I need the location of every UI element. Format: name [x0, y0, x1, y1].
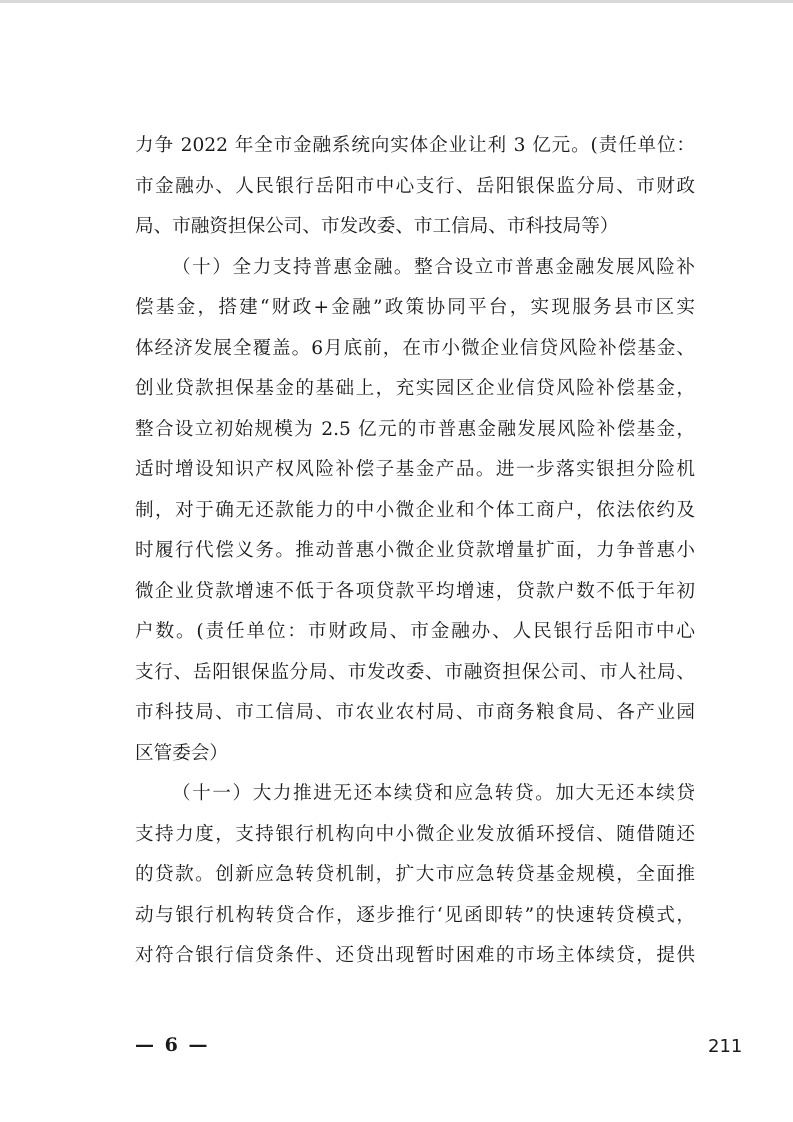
- text-line-3: 局、市融资担保公司、市发改委、市工信局、市科技局等）: [135, 216, 619, 237]
- text-line-9: 适时增设知识产权风险补偿子基金产品。进一步落实银担分险机: [135, 459, 695, 480]
- text-line-2: 市金融办、人民银行岳阳市中心支行、岳阳银保监分局、市财政: [135, 175, 695, 197]
- page-number: — 6 —: [135, 1034, 210, 1056]
- text-line-20: 动与银行机构转贷合作，逐步推行‘见函即转”的快速转贷模式，: [135, 904, 695, 926]
- text-line-5: 偿基金，搭建“财政+金融”政策协同平台，实现服务县市区实: [135, 297, 695, 318]
- text-line-10: 制，对于确无还款能力的中小微企业和个体工商户，依法依约及: [135, 499, 695, 521]
- text-line-19: 的贷款。创新应急转贷机制，扩大市应急转贷基金规模，全面推: [135, 864, 695, 885]
- text-line-12: 微企业贷款增速不低于各项贷款平均增速，贷款户数不低于年初: [135, 580, 695, 602]
- text-line-1: 力争 2022 年全市金融系统向实体企业让利 3 亿元。(责任单位：: [135, 135, 695, 156]
- text-line-11: 时履行代偿义务。推动普惠小微企业贷款增量扩面，力争普惠小: [135, 540, 695, 561]
- archive-stamp-number: 211: [708, 1036, 743, 1057]
- text-line-8: 整合设立初始规模为 2.5 亿元的市普惠金融发展风险补偿基金，: [135, 418, 695, 440]
- text-line-14: 支行、岳阳银保监分局、市发改委、市融资担保公司、市人社局、: [135, 661, 695, 683]
- text-line-7: 创业贷款担保基金的基础上，充实园区企业信贷风险补偿基金，: [135, 378, 695, 399]
- text-line-13: 户数。(责任单位：市财政局、市金融办、人民银行岳阳市中心: [135, 621, 695, 642]
- text-line-18: 支持力度，支持银行机构向中小微企业发放循环授信、随借随还: [135, 823, 695, 845]
- text-line-16: 区管委会）: [135, 742, 228, 764]
- section-heading-10: （十）全力支持普惠金融。整合设立市普惠金融发展风险补: [172, 256, 695, 278]
- text-line-21: 对符合银行信贷条件、还贷出现暂时困难的市场主体续贷，提供: [135, 945, 695, 966]
- text-line-6: 体经济发展全覆盖。6月底前，在市小微企业信贷风险补偿基金、: [135, 337, 695, 359]
- document-body: [135, 126, 695, 977]
- section-heading-11: （十一）大力推进无还本续贷和应急转贷。加大无还本续贷: [172, 783, 695, 804]
- text-line-15: 市科技局、市工信局、市农业农村局、市商务粮食局、各产业园: [135, 702, 695, 723]
- scan-top-edge: [0, 0, 793, 3]
